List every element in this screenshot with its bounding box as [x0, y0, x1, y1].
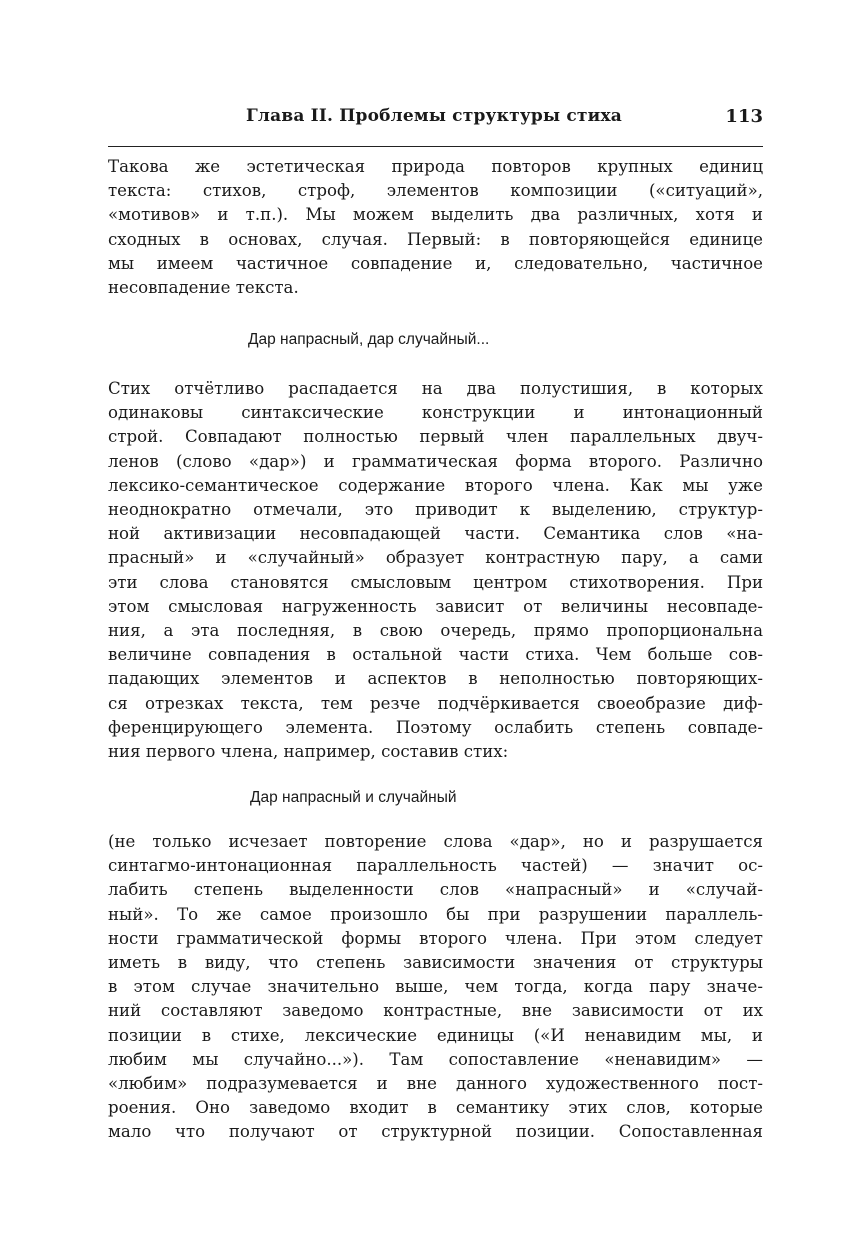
- text-line: Такова же эстетическая природа повторов крупных единиц: [108, 157, 763, 176]
- text-line: «мотивов» и т.п.). Мы можем выделить два различных, хотя и: [108, 205, 763, 225]
- text-line: в этом случае значительно выше, чем тогда, когда пару значе-: [108, 977, 763, 997]
- text-line: ния, а эта последняя, в свою очередь, прямо пропорциональна: [108, 621, 763, 641]
- text-line: неоднократно отмечали, это приводит к выделению, структур-: [108, 500, 763, 520]
- text-line: «любим» подразумевается и вне данного художественного пост-: [108, 1074, 763, 1094]
- text-line: иметь в виду, что степень зависимости значения от структуры: [108, 953, 763, 973]
- text-line: ний составляют заведомо контрастные, вне зависимости от их: [108, 1001, 763, 1021]
- text-line: ференцирующего элемента. Поэтому ослабить степень совпаде-: [108, 717, 763, 737]
- text-line: позиции в стихе, лексические единицы («И ненавидим мы, и: [108, 1025, 763, 1045]
- chapter-title: Глава II. Проблемы структуры стиха: [246, 106, 623, 126]
- text-line: ния первого члена, например, составив стих:: [108, 742, 509, 762]
- text-line: любим мы случайно...»). Там сопоставление «ненавидим» —: [108, 1049, 763, 1069]
- text-line: падающих элементов и аспектов в неполностью повторяющих-: [108, 669, 763, 689]
- text-line: синтагмо-интонационная параллельность частей) — значит ос-: [108, 856, 763, 876]
- text-line: мало что получают от структурной позиции. Сопоставленная: [108, 1122, 763, 1142]
- text-line: ной активизации несовпадающей части. Семантика слов «на-: [108, 524, 763, 544]
- text-line: роения. Оно заведомо входит в семантику этих слов, которые: [108, 1098, 763, 1118]
- running-header: [108, 106, 763, 136]
- text-line: эти слова становятся смысловым центром стихотворения. При: [108, 572, 763, 592]
- page-number: 113: [725, 106, 763, 127]
- text-line: лексико-семантическое содержание второго члена. Как мы уже: [108, 475, 763, 495]
- paragraph-1: [108, 155, 763, 300]
- text-line: сходных в основах, случая. Первый: в повторяющейся единице: [108, 229, 763, 249]
- paragraph-2: [108, 377, 763, 764]
- text-line: прасный» и «случайный» образует контрастную пару, а сами: [108, 548, 763, 568]
- paragraph-3: [108, 830, 763, 1145]
- text-line: ся отрезках текста, тем резче подчёркивается своеобразие диф-: [108, 693, 763, 713]
- text-line: ности грамматической формы второго члена. При этом следует: [108, 928, 763, 948]
- text-line: одинаковы синтаксические конструкции и интонационный: [108, 403, 763, 423]
- verse-quote-1: Дар напрасный, дар случайный...: [248, 331, 490, 348]
- text-line: мы имеем частичное совпадение и, следовательно, частичное: [108, 253, 763, 273]
- text-line: (не только исчезает повторение слова «дар», но и разрушается: [108, 832, 763, 851]
- header-rule: [108, 146, 763, 147]
- text-line: несовпадение текста.: [108, 278, 299, 298]
- text-line: строй. Совпадают полностью первый член параллельных двуч-: [108, 427, 763, 447]
- text-line: ный». То же самое произошло бы при разрушении параллель-: [108, 904, 763, 924]
- text-line: текста: стихов, строф, элементов композиции («ситуаций»,: [108, 181, 763, 201]
- text-line: величине совпадения в остальной части стиха. Чем больше сов-: [108, 645, 763, 665]
- text-line: лабить степень выделенности слов «напрасный» и «случай-: [108, 880, 763, 900]
- text-line: Стих отчётливо распадается на два полустишия, в которых: [108, 379, 763, 398]
- text-line: этом смысловая нагруженность зависит от величины несовпаде-: [108, 596, 763, 616]
- text-line: ленов (слово «дар») и грамматическая форма второго. Различно: [108, 451, 763, 471]
- verse-quote-2: Дар напрасный и случайный: [250, 789, 457, 806]
